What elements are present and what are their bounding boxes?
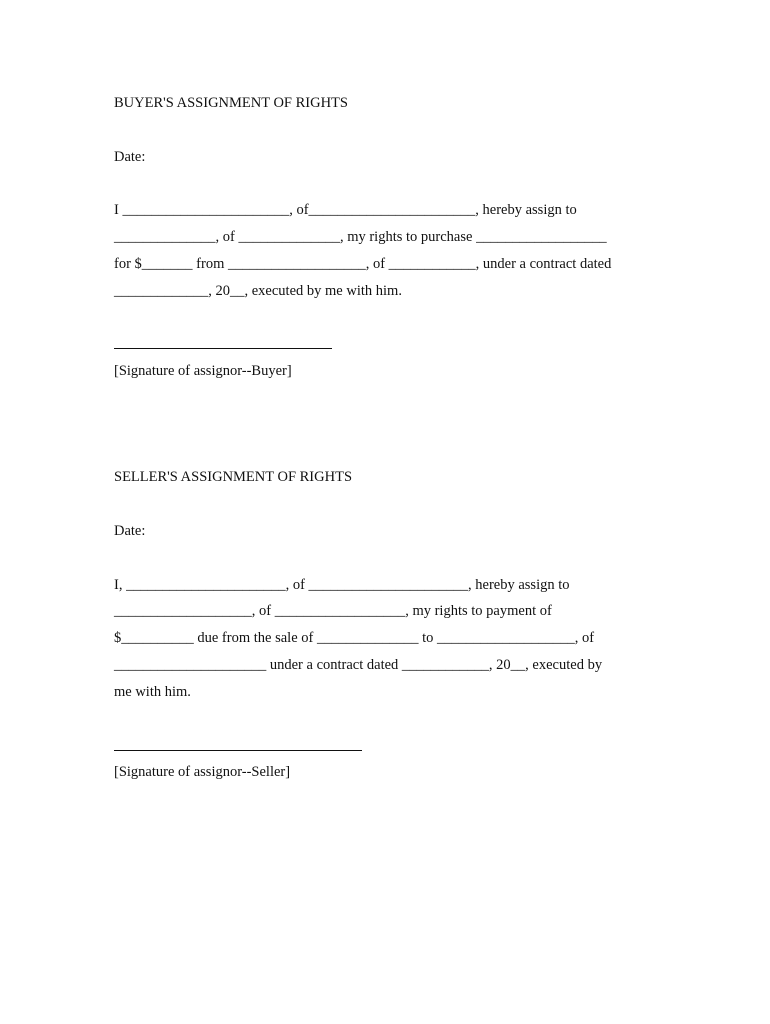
- buyer-title: BUYER'S ASSIGNMENT OF RIGHTS: [114, 95, 348, 111]
- seller-signature-label: [Signature of assignor--Seller]: [114, 764, 291, 780]
- buyer-paragraph-line-1: I _______________________, of_______________________, hereby assign to: [114, 202, 577, 218]
- seller-title: SELLER'S ASSIGNMENT OF RIGHTS: [114, 469, 353, 485]
- seller-paragraph-line-3: $__________ due from the sale of ______________ to ___________________, of: [114, 630, 595, 646]
- buyer-paragraph-line-2: ______________, of ______________, my rights to purchase __________________: [114, 229, 607, 245]
- buyer-paragraph-line-3: for $_______ from ___________________, of ____________, under a contract dated: [114, 256, 612, 272]
- seller-date-label: Date:: [114, 523, 146, 539]
- seller-signature-line: [114, 750, 362, 751]
- buyer-date-label: Date:: [114, 149, 146, 165]
- seller-paragraph-line-2: ___________________, of __________________, my rights to payment of: [114, 603, 552, 619]
- buyer-signature-line: [114, 348, 332, 349]
- buyer-paragraph-line-4: _____________, 20__, executed by me with him.: [114, 283, 402, 299]
- buyer-signature-label: [Signature of assignor--Buyer]: [114, 363, 292, 379]
- seller-paragraph-line-1: I, ______________________, of ______________________, hereby assign to: [114, 577, 570, 593]
- seller-paragraph-line-5: me with him.: [114, 684, 191, 700]
- seller-paragraph-line-4: _____________________ under a contract dated ____________, 20__, executed by: [114, 657, 603, 673]
